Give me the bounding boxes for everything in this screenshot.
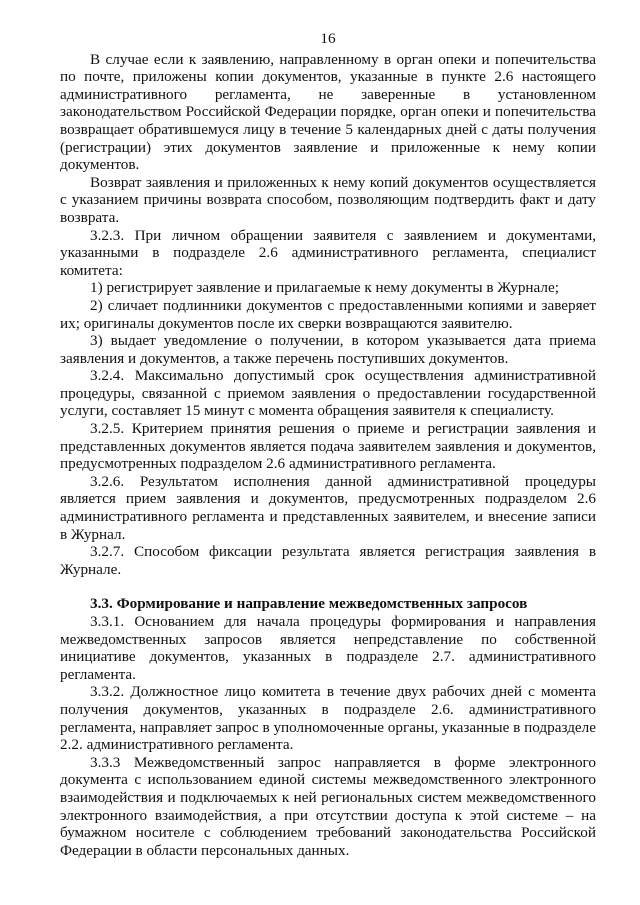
list-item: 2) сличает подлинники документов с предоставленными копиями и заверяет их; оригиналы документов после их сверки возвращаются заявителю. xyxy=(60,296,596,332)
list-item: 3) выдает уведомление о получении, в котором указывается дата приема заявления и документов, а также перечень поступивших документов. xyxy=(60,332,596,367)
paragraph: Возврат заявления и приложенных к нему копий документов осуществляется с указанием причины возврата способом, позволяющим подтвердить факт и дату возврата. xyxy=(60,173,596,226)
document-page xyxy=(60,30,596,859)
paragraph: 3.2.4. Максимально допустимый срок осуществления административной процедуры, связанной с приемом заявления о предоставлении государственной услуги, составляет 15 минут с момента обращения заявителя к специалисту. xyxy=(60,367,596,420)
list-item: 1) регистрирует заявление и прилагаемые к нему документы в Журнале; xyxy=(90,279,559,297)
page-number: 16 xyxy=(320,30,336,47)
paragraph: В случае если к заявлению, направленному в орган опеки и попечительства по почте, приложены копии документов, указанные в пункте 2.6 настоящего административного регламента, не заверенные в установленном законодательством Российской Федерации порядке, орган опеки и попечительства возвращает обратившемуся лицу в течение 5 календарных дней с даты получения (регистрации) этих документов заявление и приложенные к нему копии документов. xyxy=(60,50,596,174)
paragraph: 3.3.1. Основанием для начала процедуры формирования и направления межведомственных запросов является непредставление по собственной инициативе документов, указанных в подразделе 2.7. административного регламента. xyxy=(60,613,596,683)
paragraph: 3.3.2. Должностное лицо комитета в течение двух рабочих дней с момента получения документов, указанных в подразделе 2.6. административного регламента, направляет запрос в уполномоченные органы, указанные в подразделе 2.2. административного регламента. xyxy=(60,683,596,754)
paragraph: 3.3.3 Межведомственный запрос направляется в форме электронного документа с использованием единой системы межведомственного электронного взаимодействия и подключаемых к ней региональных систем межведомственного электронного взаимодействия, а при отсутствии доступа к этой системе – на бумажном носителе с соблюдением требований законодательства Российской Федерации в области персональных данных. xyxy=(60,753,596,859)
paragraph: 3.2.6. Результатом исполнения данной административной процедуры является прием заявления и документов, предусмотренных подразделом 2.6 административного регламента и представленных заявителем, и внесение записи в Журнал. xyxy=(60,472,596,543)
paragraph: 3.2.5. Критерием принятия решения о приеме и регистрации заявления и представленных документов является подача заявителем заявления и документов, предусмотренных подразделом 2.6 административного регламента. xyxy=(60,420,596,473)
section-heading: 3.3. Формирование и направление межведомственных запросов xyxy=(90,595,528,613)
paragraph: 3.2.7. Способом фиксации результата является регистрация заявления в Журнале. xyxy=(60,543,596,578)
paragraph: 3.2.3. При личном обращении заявителя с заявлением и документами, указанными в подразделе 2.6 административного регламента, специалист комитета: xyxy=(60,226,596,279)
